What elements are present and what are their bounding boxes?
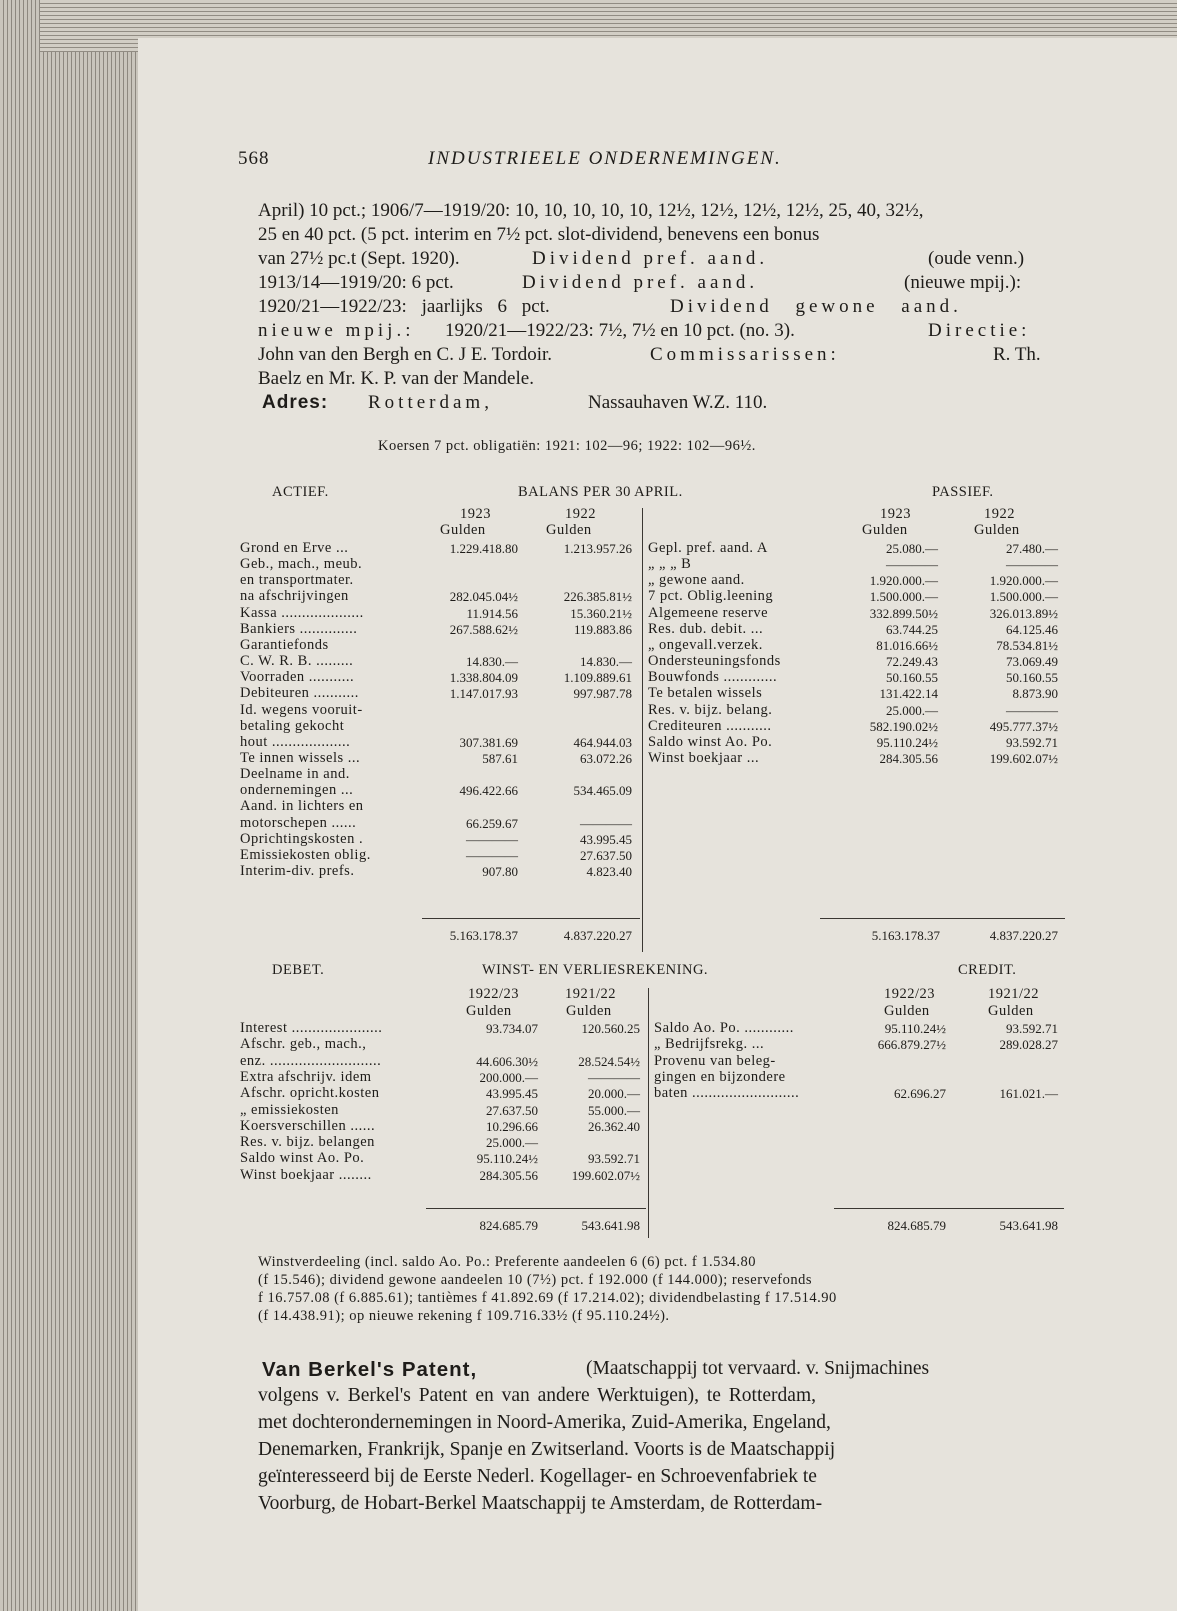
balance-left-total-a: 5.163.178.37 (449, 928, 518, 943)
company-line-5: geïnteresseerd bij de Eerste Nederl. Kogellager- en Schroevenfabriek te (258, 1466, 817, 1487)
row-label: baten .......................... (654, 1085, 800, 1102)
row-value-a: 307.381.69 (459, 734, 518, 750)
row-value-a: 282.045.04½ (449, 589, 518, 605)
balance-unit-b-left: Gulden (546, 522, 592, 538)
row-value-a: 1.920.000.— (869, 573, 938, 589)
row-value-a: ———— (886, 557, 938, 573)
intro-line-1: April) 10 pct.; 1906/7—1919/20: 10, 10, 10, 10, 10, 12½, 12½, 12½, 12½, 25, 40, 32½, (258, 200, 924, 221)
row-value-a: 44.606.30½ (476, 1053, 538, 1069)
row-value-a: 25.000.— (886, 702, 938, 718)
row-value-a: 93.734.07 (486, 1021, 538, 1036)
row-value-b: 63.072.26 (580, 750, 632, 766)
row-value-a: 72.249.43 (886, 654, 938, 670)
row-label: Koersverschillen ...... (240, 1117, 376, 1134)
row-value-a: 95.110.24½ (876, 734, 938, 750)
row-label: hout ................... (240, 733, 351, 750)
pl-year-a-left: 1922/23 (468, 986, 520, 1002)
row-label: „ Bedrijfsrekg. ... (654, 1036, 765, 1053)
row-value-a: ———— (466, 847, 518, 863)
row-value-a: 284.305.56 (479, 1167, 538, 1183)
row-value-a: 267.588.62½ (449, 621, 518, 637)
row-label: „ ongevall.verzek. (648, 636, 763, 653)
pl-year-b-left: 1921/22 (565, 986, 617, 1002)
pl-right-total-a: 824.685.79 (887, 1218, 946, 1233)
row-label: Bouwfonds ............. (648, 669, 778, 686)
intro-line-4b: Dividend pref. aand. (522, 272, 759, 293)
koersen-line: Koersen 7 pct. obligatiën: 1921: 102—96; 1922: 102—96½. (378, 438, 756, 454)
intro-line-4a: 1913/14—1919/20: 6 pct. (258, 272, 454, 293)
row-value-b: 20.000.— (588, 1086, 640, 1102)
pl-title: WINST- EN VERLIESREKENING. (482, 962, 709, 978)
row-label: ondernemingen ... (240, 782, 354, 799)
row-value-b: 93.592.71 (1006, 734, 1058, 750)
row-label: Saldo winst Ao. Po. (648, 733, 773, 750)
row-value-a: 666.879.27½ (877, 1037, 946, 1053)
balance-right-total-rule (820, 918, 1065, 919)
pl-right-total-rule (834, 1208, 1064, 1209)
intro-line-6b: 1920/21—1922/23: 7½, 7½ en 10 pct. (no. 3). (445, 320, 795, 341)
intro-line-6c: Directie: (928, 320, 1031, 341)
row-label: Ondersteuningsfonds (648, 653, 781, 670)
row-label: Crediteuren ........... (648, 717, 772, 734)
row-value-b: 50.160.55 (1006, 670, 1058, 686)
row-value-a: 11.914.56 (466, 605, 518, 621)
row-value-b: ———— (1006, 557, 1058, 573)
row-value-a: 587.61 (482, 750, 518, 766)
row-value-a: 81.016.66½ (876, 637, 938, 653)
row-label: Winst boekjaar ........ (240, 1166, 372, 1183)
row-value-a: 25.080.— (886, 541, 938, 556)
balance-left-heading: ACTIEF. (272, 484, 329, 500)
company-line-4: Denemarken, Frankrijk, Spanje en Zwitserland. Voorts is de Maatschappij (258, 1439, 836, 1460)
row-value-b: 161.021.— (999, 1086, 1058, 1102)
row-label: enz. ........................... (240, 1052, 382, 1069)
intro-line-3c: (oude venn.) (928, 248, 1025, 269)
pl-right-total-b: 543.641.98 (999, 1218, 1058, 1233)
row-label: Res. v. bijz. belang. (648, 701, 773, 718)
row-label: Deelname in and. (240, 766, 350, 783)
row-value-a: 1.338.804.09 (449, 670, 518, 686)
intro-line-7a: John van den Bergh en C. J E. Tordoir. (258, 344, 553, 365)
intro-line-3a: van 27½ pc.t (Sept. 1920). (258, 248, 460, 269)
pl-divider (648, 988, 649, 1238)
row-value-a: 66.259.67 (466, 815, 518, 831)
row-label: Provenu van beleg- (654, 1052, 776, 1069)
row-label: motorschepen ...... (240, 814, 357, 831)
row-label: Afschr. opricht.kosten (240, 1085, 380, 1102)
row-label: Bankiers .............. (240, 620, 358, 637)
row-value-b: 93.592.71 (588, 1151, 640, 1167)
row-label: Interim-div. prefs. (240, 863, 355, 879)
row-label: Voorraden ........... (240, 669, 355, 686)
intro-line-4c: (nieuwe mpij.): (904, 272, 1022, 293)
row-label: gingen en bijzondere (654, 1068, 786, 1085)
balance-title: BALANS PER 30 APRIL. (518, 484, 683, 500)
row-label: Res. dub. debit. ... (648, 620, 764, 637)
row-value-a: 62.696.27 (894, 1086, 946, 1102)
row-value-b: 93.592.71 (1006, 1021, 1058, 1036)
row-label: Extra afschrijv. idem (240, 1068, 372, 1085)
row-value-a: 496.422.66 (459, 783, 518, 799)
row-value-b: 289.028.27 (999, 1037, 1058, 1053)
row-value-a: 14.830.— (466, 654, 518, 670)
row-value-b: 534.465.09 (573, 783, 632, 799)
row-label: 7 pct. Oblig.leening (648, 588, 774, 605)
intro-line-6a: nieuwe mpij.: (258, 320, 415, 341)
row-label: betaling gekocht (240, 717, 345, 734)
intro-line-5b: Dividend gewone aand. (670, 296, 962, 317)
row-value-a: 582.190.02½ (869, 718, 938, 734)
pl-unit-a-left: Gulden (466, 1003, 512, 1019)
pl-unit-b-left: Gulden (566, 1003, 612, 1019)
intro-line-7c: R. Th. (993, 344, 1041, 365)
row-label: C. W. R. B. ......... (240, 653, 354, 670)
row-value-a: ———— (466, 831, 518, 847)
book-page-edges (0, 0, 150, 1611)
row-label: Oprichtingskosten . (240, 830, 364, 847)
row-value-b: 1.109.889.61 (563, 670, 632, 686)
row-value-b: 27.637.50 (580, 847, 632, 863)
row-label: „ gewone aand. (648, 572, 745, 589)
row-value-a: 907.80 (482, 864, 518, 879)
intro-line-3b: Dividend pref. aand. (532, 248, 769, 269)
intro-line-7b: Commissarissen: (650, 344, 840, 365)
running-title: INDUSTRIEELE ONDERNEMINGEN. (428, 148, 782, 169)
row-value-b: ———— (580, 815, 632, 831)
row-value-b: 226.385.81½ (563, 589, 632, 605)
row-label: Grond en Erve ... (240, 540, 349, 556)
row-value-b: 15.360.21½ (570, 605, 632, 621)
row-value-b: 43.995.45 (580, 831, 632, 847)
row-value-b: 4.823.40 (586, 864, 632, 879)
row-label: na afschrijvingen (240, 588, 349, 605)
row-value-a: 27.637.50 (486, 1102, 538, 1118)
page-number: 568 (238, 148, 270, 169)
row-label: Geb., mach., meub. (240, 556, 363, 573)
row-value-a: 1.147.017.93 (449, 686, 518, 702)
balance-left-total-rule (422, 918, 640, 919)
balance-right-total-a: 5.163.178.37 (871, 928, 940, 943)
row-label: Saldo Ao. Po. ............ (654, 1020, 794, 1036)
row-value-a: 332.899.50½ (869, 605, 938, 621)
row-value-a: 95.110.24½ (476, 1151, 538, 1167)
row-value-b: ———— (588, 1069, 640, 1085)
row-value-b: 73.069.49 (1006, 654, 1058, 670)
adres-street: Nassauhaven W.Z. 110. (588, 392, 768, 413)
row-value-a: 284.305.56 (879, 750, 938, 766)
row-value-b: 120.560.25 (581, 1021, 640, 1036)
balance-unit-b-right: Gulden (974, 522, 1020, 538)
row-value-b: 199.602.07½ (989, 750, 1058, 766)
intro-line-5a: 1920/21—1922/23: jaarlijks 6 pct. (258, 296, 550, 317)
row-label: en transportmater. (240, 572, 354, 589)
winstverdeeling-line-4: (f 14.438.91); op nieuwe rekening f 109.716.33½ (f 95.110.24½). (258, 1308, 670, 1324)
pl-unit-a-right: Gulden (884, 1003, 930, 1019)
winstverdeeling-line-2: (f 15.546); dividend gewone aandeelen 10 (7½) pct. f 192.000 (f 144.000); reservefonds (258, 1272, 812, 1288)
balance-year-a-left: 1923 (460, 506, 491, 522)
row-value-b: 997.987.78 (573, 686, 632, 702)
row-value-b: 28.524.54½ (578, 1053, 640, 1069)
balance-right-heading: PASSIEF. (932, 484, 994, 500)
row-label: Debiteuren ........... (240, 685, 359, 702)
row-value-a: 200.000.— (479, 1069, 538, 1085)
balance-year-a-right: 1923 (880, 506, 911, 522)
row-value-b: 1.500.000.— (989, 589, 1058, 605)
row-value-b: 78.534.81½ (996, 637, 1058, 653)
row-value-b: 27.480.— (1006, 541, 1058, 556)
balance-right-total-b: 4.837.220.27 (989, 928, 1058, 943)
row-value-b: 119.883.86 (573, 621, 632, 637)
row-label: Afschr. geb., mach., (240, 1036, 367, 1053)
row-value-a: 10.296.66 (486, 1118, 538, 1134)
row-value-b: 1.213.957.26 (563, 541, 632, 556)
company-line-6: Voorburg, de Hobart-Berkel Maatschappij te Amsterdam, de Rotterdam- (258, 1493, 823, 1514)
pl-left-total-rule (426, 1208, 646, 1209)
row-label: Aand. in lichters en (240, 798, 364, 815)
row-value-a: 63.744.25 (886, 621, 938, 637)
pl-left-total-a: 824.685.79 (479, 1218, 538, 1233)
pl-right-heading: CREDIT. (958, 962, 1017, 978)
row-value-b: 199.602.07½ (571, 1167, 640, 1183)
pl-year-b-right: 1921/22 (988, 986, 1040, 1002)
row-value-a: 1.229.418.80 (449, 541, 518, 556)
row-label: Winst boekjaar ... (648, 749, 760, 766)
row-label: Interest ...................... (240, 1020, 383, 1036)
pl-left-total-b: 543.641.98 (581, 1218, 640, 1233)
pl-year-a-right: 1922/23 (884, 986, 936, 1002)
balance-unit-a-right: Gulden (862, 522, 908, 538)
row-label: „ emissiekosten (240, 1101, 339, 1118)
row-label: „ „ „ B (648, 556, 692, 573)
row-value-b: 55.000.— (588, 1102, 640, 1118)
company-line-1: (Maatschappij tot vervaard. v. Snijmachines (586, 1358, 930, 1379)
adres-city: Rotterdam, (368, 392, 493, 413)
row-label: Te betalen wissels (648, 685, 763, 702)
company-name: Van Berkel's Patent, (262, 1358, 478, 1381)
company-line-2: volgens v. Berkel's Patent en van andere Werktuigen), te Rotterdam, (258, 1385, 816, 1406)
balance-divider (642, 508, 643, 952)
row-value-b: 8.873.90 (1012, 686, 1058, 702)
company-line-3: met dochterondernemingen in Noord-Amerika, Zuid-Amerika, Engeland, (258, 1412, 831, 1433)
row-label: Id. wegens vooruit- (240, 701, 363, 718)
row-value-b: 64.125.46 (1006, 621, 1058, 637)
row-label: Algemeene reserve (648, 604, 769, 621)
intro-line-8: Baelz en Mr. K. P. van der Mandele. (258, 368, 534, 389)
balance-left-total-b: 4.837.220.27 (563, 928, 632, 943)
row-label: Emissiekosten oblig. (240, 846, 371, 863)
winstverdeeling-line-1: Winstverdeeling (incl. saldo Ao. Po.: Preferente aandeelen 6 (6) pct. f 1.534.80 (258, 1254, 757, 1270)
row-value-a: 95.110.24½ (884, 1021, 946, 1036)
row-label: Kassa .................... (240, 604, 364, 621)
row-value-a: 25.000.— (486, 1135, 538, 1151)
row-value-b: 495.777.37½ (989, 718, 1058, 734)
pl-left-heading: DEBET. (272, 962, 325, 978)
row-label: Te innen wissels ... (240, 749, 361, 766)
row-value-a: 1.500.000.— (869, 589, 938, 605)
winstverdeeling-line-3: f 16.757.08 (f 6.885.61); tantièmes f 41.892.69 (f 17.214.02); dividendbelasting f 17.514.90 (258, 1290, 837, 1306)
row-value-b: ———— (1006, 702, 1058, 718)
balance-unit-a-left: Gulden (440, 522, 486, 538)
pl-unit-b-right: Gulden (988, 1003, 1034, 1019)
row-value-a: 131.422.14 (879, 686, 938, 702)
row-label: Garantiefonds (240, 636, 329, 653)
row-label: Res. v. bijz. belangen (240, 1134, 375, 1151)
balance-year-b-left: 1922 (565, 506, 596, 522)
row-value-b: 14.830.— (580, 654, 632, 670)
row-label: Saldo winst Ao. Po. (240, 1150, 365, 1167)
row-value-b: 464.944.03 (573, 734, 632, 750)
row-value-a: 43.995.45 (486, 1086, 538, 1102)
adres-label: Adres: (262, 392, 329, 413)
row-label: Gepl. pref. aand. A (648, 540, 768, 556)
balance-year-b-right: 1922 (984, 506, 1015, 522)
intro-line-2: 25 en 40 pct. (5 pct. interim en 7½ pct. slot-dividend, benevens een bonus (258, 224, 820, 245)
row-value-b: 26.362.40 (588, 1118, 640, 1134)
row-value-b: 326.013.89½ (989, 605, 1058, 621)
row-value-a: 50.160.55 (886, 670, 938, 686)
row-value-b: 1.920.000.— (989, 573, 1058, 589)
